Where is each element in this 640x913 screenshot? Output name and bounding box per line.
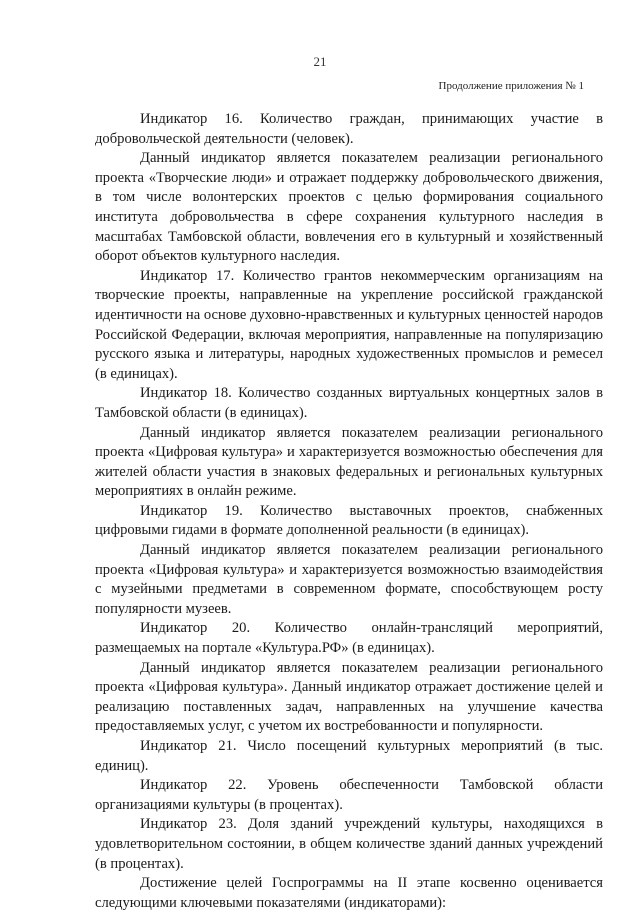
paragraph-indicator-16-description: Данный индикатор является показателем реализации регионального проекта «Творческие люди» и отражает поддержку добровольческого движения, в том числе волонтерских проектов с целью формирования социального института добровольчества в сфере сохранения культурного наследия в масштабах Тамбовской области, вовлечения его в культурный и хозяйственный оборот объектов культурного наследия. <box>95 150 603 265</box>
paragraph-indicator-20-description: Данный индикатор является показателем реализации регионального проекта «Цифровая культура». Данный индикатор отражает достижение целей и реализацию поставленных задач, направленных на улучшение качества предоставляемых услуг, с учетом их востребованности и популярности. <box>95 659 603 735</box>
paragraph-indicator-22: Индикатор 22. Уровень обеспеченности Тамбовской области организациями культуры (в процентах). <box>95 777 603 813</box>
paragraph-indicator-17: Индикатор 17. Количество грантов некоммерческим организациям на творческие проекты, направленные на укрепление российской гражданской идентичности на основе духовно-нравственных и культурных ценностей народов Российской Федерации, включая мероприятия, направленные на популяризацию русского языка и литературы, народных художественных промыслов и ремесел (в единицах). <box>95 267 603 382</box>
document-body <box>95 110 603 913</box>
paragraph-indicator-23: Индикатор 23. Доля зданий учреждений культуры, находящихся в удовлетворительном состоянии, в общем количестве зданий данных учреждений (в процентах). <box>95 816 603 872</box>
paragraph-stage-two-summary: Достижение целей Госпрограммы на II этапе косвенно оценивается следующими ключевыми показателями (индикаторами): <box>95 875 603 911</box>
paragraph-indicator-19-description: Данный индикатор является показателем реализации регионального проекта «Цифровая культура» и характеризуется возможностью взаимодействия с музейными предметами в современном формате, способствующем росту популярности музеев. <box>95 542 603 617</box>
paragraph-indicator-16: Индикатор 16. Количество граждан, принимающих участие в добровольческой деятельности (человек). <box>95 111 603 147</box>
paragraph-indicator-21: Индикатор 21. Число посещений культурных мероприятий (в тыс. единиц). <box>95 738 603 774</box>
appendix-note: Продолжение приложения № 1 <box>438 80 584 92</box>
paragraph-indicator-19: Индикатор 19. Количество выставочных проектов, снабженных цифровыми гидами в формате дополненной реальности (в единицах). <box>95 502 603 539</box>
paragraph-indicator-18: Индикатор 18. Количество созданных виртуальных концертных залов в Тамбовской области (в единицах). <box>95 385 603 421</box>
page-number: 21 <box>313 54 327 69</box>
paragraph-indicator-20: Индикатор 20. Количество онлайн-трансляций мероприятий, размещаемых на портале «Культура.РФ» (в единицах). <box>95 620 603 657</box>
paragraph-indicator-18-description: Данный индикатор является показателем реализации регионального проекта «Цифровая культура» и характеризуется возможностью обеспечения для жителей области участия в знаковых федеральных и региональных культурных мероприятиях в онлайн режиме. <box>95 424 603 500</box>
